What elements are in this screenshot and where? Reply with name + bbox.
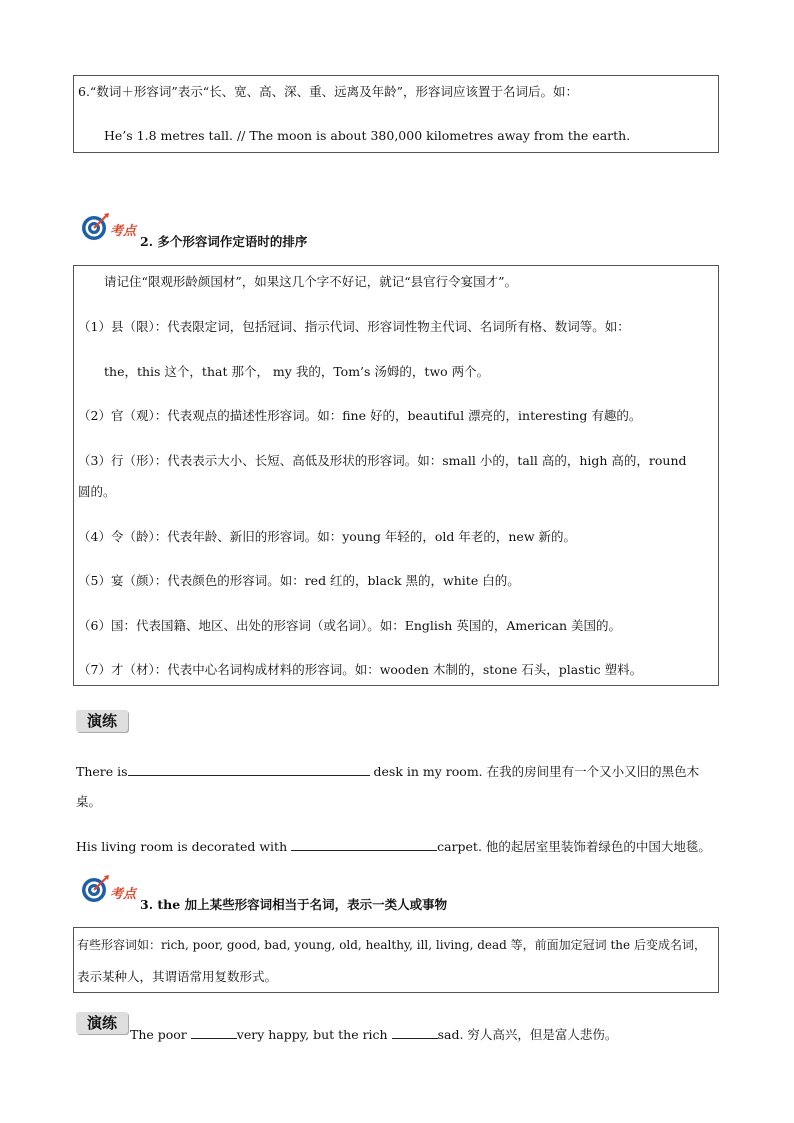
practice1-q1 [76,763,699,780]
section3-title: 3. the 加上某些形容词相当于名词，表示一类人或事物 [140,897,448,912]
section3-line2: 表示某种人，其谓语常用复数形式。 [77,969,278,984]
practice1-q1-cont: 桌。 [76,794,102,809]
section2-item: （1）县（限）：代表限定词，包括冠词、指示代词、形容词性物主代词、名词所有格、数词等。如： [78,319,630,334]
practice1-badge: 演练 [76,710,128,732]
answer-blank[interactable] [128,763,370,776]
section2-item: （6）国：代表国籍、地区、出处的形容词（或名词）。如：English 英国的，American 美国的。 [78,618,622,633]
target-icon [80,212,110,242]
practice1-q1-prefix: There is [76,764,128,779]
section3-badge: 考点 [110,887,137,902]
section2-badge: 考点 [110,224,137,239]
practice2-part1: The poor [130,1027,191,1042]
section2-title: 2. 多个形容词作定语时的排序 [140,234,308,249]
answer-blank[interactable] [191,1026,237,1039]
section2-item: （5）宴（颜）：代表颜色的形容词。如：red 红的，black 黑的，white 白的。 [78,573,520,588]
target-icon [80,874,110,904]
practice2-question [130,1026,617,1043]
answer-blank[interactable] [392,1026,438,1039]
section2-item: （3）行（形）：代表表示大小、长短、高低及形状的形容词。如：small 小的，tall 高的，high 高的，round [78,453,687,468]
practice1-q2-prefix: His living room is decorated with [76,839,292,854]
section3-line1: 有些形容词如：rich, poor, good, bad, young, old, healthy, ill, living, dead 等，前面加定冠词 the 后变成名词， [77,938,706,952]
section2-item: （7）才（材）：代表中心名词构成材料的形容词。如：wooden 木制的，stone 石头，plastic 塑料。 [78,662,643,677]
answer-blank[interactable] [291,838,437,851]
section2-item: （4）令（龄）：代表年龄、新旧的形容词。如：young 年轻的，old 年老的，new 新的。 [78,529,576,544]
section2-item: 圆的。 [78,484,116,499]
rule6-line1: 6.“数词＋形容词”表示“长、宽、高、深、重、远离及年龄”，形容词应该置于名词后。如： [78,84,578,99]
rule6-line2: He’s 1.8 metres tall. // The moon is about 380,000 kilometres away from the earth. [104,128,631,143]
practice2-badge: 演练 [76,1012,128,1034]
section2-item: the，this 这个，that 那个， my 我的，Tom’s 汤姆的，two 两个。 [104,364,490,379]
practice1-q2 [76,838,711,855]
section2-intro: 请记住“限观形龄颜国材”，如果这几个字不好记，就记“县官行令宴国才”。 [104,274,518,289]
practice2-part2: very happy, but the rich [236,1027,392,1042]
practice1-q1-suffix: desk in my room. 在我的房间里有一个又小又旧的黑色木 [369,764,700,779]
practice2-part3: sad. 穷人高兴，但是富人悲伤。 [437,1027,618,1042]
practice1-q2-suffix: carpet. 他的起居室里装饰着绿色的中国大地毯。 [437,839,711,854]
section2-item: （2）官（观）：代表观点的描述性形容词。如：fine 好的，beautiful 漂亮的，interesting 有趣的。 [78,408,642,423]
